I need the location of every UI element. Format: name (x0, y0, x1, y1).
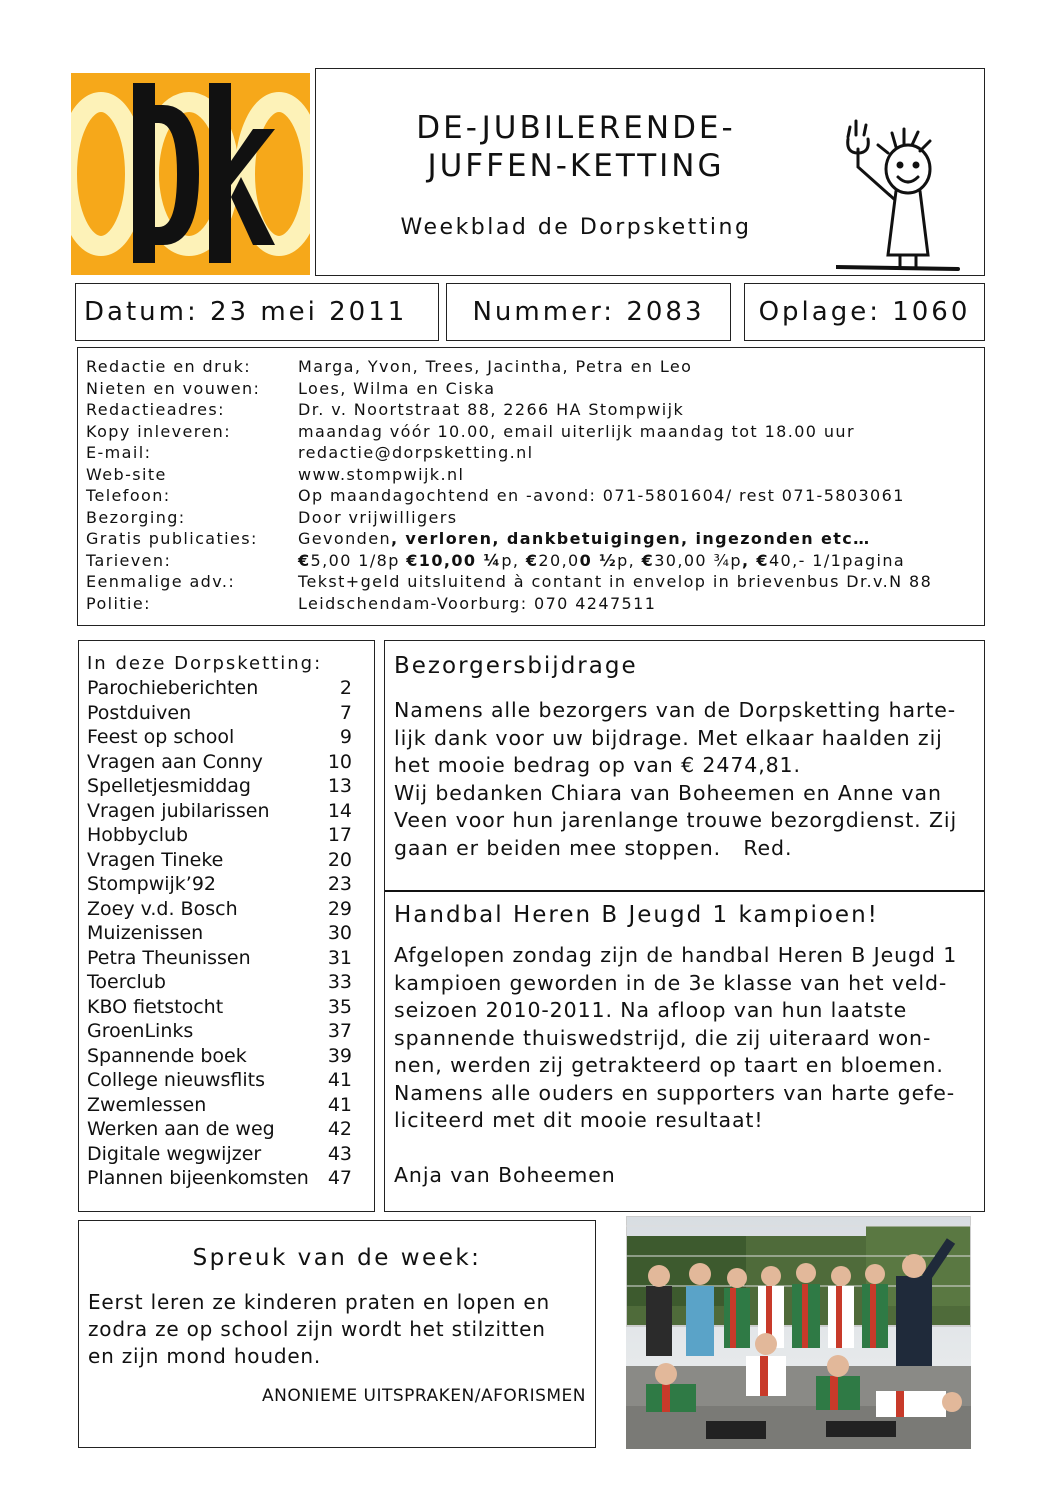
colophon-row: E-mail: redactie@dorpsketting.nl (86, 443, 534, 462)
toc-item-title: Spelletjesmiddag (87, 775, 251, 797)
quote-of-the-week (78, 1220, 596, 1448)
colophon-row: Web-site www.stompwijk.nl (86, 464, 465, 484)
toc-item (87, 823, 374, 848)
colophon-row: Bezorging: Door vrijwilligers (86, 507, 458, 527)
colophon-row: Politie: Leidschendam-Voorburg: 070 4247511 (86, 593, 657, 613)
article-body: Namens alle bezorgers van de Dorpsketting harte- lijk dank voor uw bijdrage. Met elkaar haalden zij het mooie bedrag op van € 2474,81. Wij bedanken Chiara van Boheemen en Anne van Veen voor hun jarenlange trouwe bezorgdienst. Zij gaan er beiden mee stoppen. Red. (394, 698, 958, 860)
toc-item-page: 41 (327, 1093, 352, 1116)
toc-item-title: Stompwijk’92 (87, 873, 217, 895)
toc-item-page: 7 (339, 701, 352, 724)
masthead (315, 68, 985, 276)
issue-circulation: Oplage: 1060 (744, 283, 985, 341)
toc-item (87, 676, 374, 701)
toc-item-title: Hobbyclub (87, 824, 189, 846)
quote-source: ANONIEME UITSPRAKEN/AFORISMEN (261, 1386, 586, 1406)
toc-list (87, 676, 374, 1191)
colophon-row: Eenmalige adv.: Tekst+geld uitsluitend à contant in envelop in brievenbus Dr.v.N 88 (86, 572, 933, 591)
issue-date: Datum: 23 mei 2011 (75, 283, 439, 341)
toc-item-title: Parochieberichten (87, 677, 259, 699)
toc-item-title: Petra Theunissen (87, 946, 251, 969)
toc-item (87, 921, 374, 946)
masthead-title (376, 109, 776, 185)
issue-number: Nummer: 2083 (446, 283, 731, 341)
chain-logo-icon (71, 73, 310, 275)
toc-item-page: 17 (327, 824, 352, 846)
toc-item-title: Postduiven (87, 701, 192, 724)
toc-item (87, 725, 374, 750)
toc-item-title: Digitale wegwijzer (87, 1142, 262, 1165)
email-link[interactable]: redactie@dorpsketting.nl (298, 443, 534, 462)
article-title: Handbal Heren B Jeugd 1 kampioen! (394, 902, 879, 928)
toc-item-page: 47 (327, 1167, 352, 1189)
toc-item-title: Vragen jubilarissen (87, 799, 270, 822)
toc-item-title: Zwemlessen (87, 1093, 207, 1116)
colophon-row-gratis: Gratis publicaties: Gevonden, verloren, dankbetuigingen, ingezonden etc… (86, 529, 871, 548)
toc-item (87, 897, 374, 922)
toc-item-title: College nieuwsflits (87, 1069, 266, 1091)
quote-title: Spreuk van de week: (192, 1245, 482, 1271)
toc-item-title: Zoey v.d. Bosch (87, 897, 238, 920)
toc-item-title: GroenLinks (87, 1020, 194, 1042)
table-of-contents (78, 640, 375, 1212)
toc-item-page: 23 (327, 873, 352, 895)
toc-item-title: Werken aan de weg (87, 1118, 275, 1140)
toc-item (87, 701, 374, 726)
colophon (77, 347, 985, 626)
toc-item (87, 946, 374, 971)
team-photo (626, 1216, 971, 1449)
article-body: Afgelopen zondag zijn de handbal Heren B Jeugd 1 kampioen geworden in de 3e klasse van het veld- seizoen 2010-2011. Na afloop van hun laatste spannende thuiswedstrijd, die zij uiteraard won- nen, werden zij getrakteerd op taart en bloemen. Namens alle ouders en supporters van harte gefe- liciteerd met dit mooie resultaat! Anja van Boheemen (394, 942, 979, 1190)
masthead-subtitle: Weekblad de Dorpsketting (400, 215, 752, 240)
toc-heading: In deze Dorpsketting: (87, 653, 323, 674)
articles-column (384, 640, 985, 1212)
colophon-row-tarieven: Tarieven: €5,00 1/8p €10,00 ¼p, €20,00 ½p, €30,00 ¾p, €40,- 1/1pagina (86, 550, 906, 570)
title-line-2: JUFFEN-KETTING (427, 148, 725, 184)
toc-item-title: Muizenissen (87, 922, 204, 944)
colophon-row: Redactie en druk: Marga, Yvon, Trees, Jacintha, Petra en Leo (86, 357, 693, 376)
toc-item (87, 1093, 374, 1118)
toc-item-page: 9 (339, 726, 352, 748)
toc-item-page: 35 (327, 995, 352, 1018)
toc-item-page: 20 (327, 848, 352, 871)
toc-item-page: 33 (327, 971, 352, 993)
toc-item-page: 42 (327, 1118, 352, 1140)
toc-item-page: 31 (327, 946, 352, 969)
toc-item-page: 29 (327, 897, 352, 920)
toc-item (87, 1044, 374, 1069)
toc-item (87, 799, 374, 824)
toc-item (87, 1142, 374, 1167)
toc-item (87, 1068, 374, 1093)
article-author: Anja van Boheemen (394, 1163, 616, 1187)
toc-item-page: 10 (327, 750, 352, 773)
toc-item-title: Plannen bijeenkomsten (87, 1167, 309, 1189)
colophon-row: Nieten en vouwen: Loes, Wilma en Ciska (86, 378, 496, 398)
toc-item (87, 774, 374, 799)
toc-item-page: 41 (327, 1069, 352, 1091)
toc-item (87, 848, 374, 873)
handball-team-photo-icon (626, 1216, 971, 1449)
colophon-row: Kopy inleveren: maandag vóór 10.00, email uiterlijk maandag tot 18.00 uur (86, 421, 855, 441)
toc-item-title: KBO fietstocht (87, 995, 224, 1018)
colophon-row: Telefoon: Op maandagochtend en -avond: 071-5801604/ rest 071-5803061 (86, 486, 905, 505)
toc-item-page: 39 (327, 1044, 352, 1067)
quote-text: Eerst leren ze kinderen praten en lopen en zodra ze op school zijn wordt het stilzitten en zijn mond houden. (88, 1290, 550, 1368)
website-link[interactable]: www.stompwijk.nl (298, 464, 465, 484)
toc-item-title: Spannende boek (87, 1044, 247, 1067)
toc-item-page: 30 (327, 922, 352, 944)
article-bezorgersbijdrage (385, 641, 984, 892)
toc-item-page: 37 (327, 1020, 352, 1042)
toc-item-page: 2 (339, 677, 352, 699)
toc-item-title: Vragen aan Conny (87, 750, 263, 773)
colophon-row: Redactieadres: Dr. v. Noortstraat 88, 2266 HA Stompwijk (86, 400, 685, 419)
toc-item (87, 1166, 374, 1191)
toc-item-title: Toerclub (87, 971, 166, 993)
toc-item-page: 43 (327, 1142, 352, 1165)
toc-item (87, 970, 374, 995)
toc-item (87, 872, 374, 897)
dorpsketting-logo (71, 73, 310, 275)
toc-item-title: Vragen Tineke (87, 848, 224, 871)
toc-item (87, 995, 374, 1020)
toc-item-page: 14 (327, 799, 352, 822)
toc-item-title: Feest op school (87, 726, 235, 748)
title-line-1: DE-JUBILERENDE- (416, 110, 736, 146)
toc-item (87, 1117, 374, 1142)
toc-item (87, 1019, 374, 1044)
article-title: Bezorgersbijdrage (394, 653, 638, 679)
toc-item-page: 13 (327, 775, 352, 797)
waving-figure-icon (836, 107, 961, 272)
toc-item (87, 750, 374, 775)
